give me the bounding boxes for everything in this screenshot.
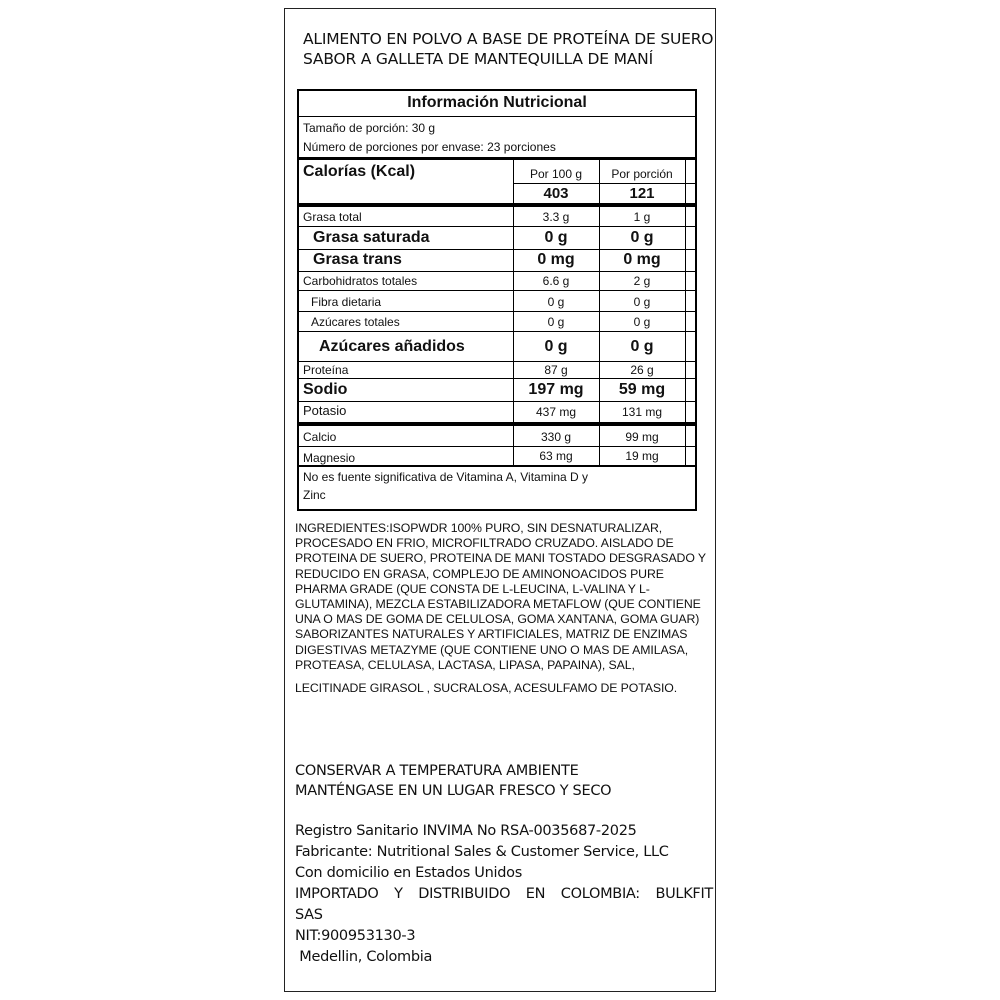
- calories-per-100g: 403: [543, 185, 569, 202]
- product-title: [303, 29, 713, 69]
- nutrient-value-100g: 6.6 g: [542, 274, 570, 288]
- importer-word: Y: [394, 886, 403, 902]
- nutrient-value-100g: 87 g: [544, 363, 568, 377]
- product-label: [284, 8, 716, 992]
- nutrient-value-portion: 0 mg: [623, 251, 661, 268]
- product-title-line-1: ALIMENTO EN POLVO A BASE DE PROTEÍNA DE SUERO: [303, 30, 714, 48]
- nutrient-value-100g: 0 mg: [537, 251, 575, 268]
- nutrient-label: Fibra dietaria: [311, 295, 382, 309]
- nutrition-footnote-line-2: Zinc: [303, 488, 326, 502]
- column-header-per-100g: Por 100 g: [529, 167, 583, 181]
- calories-label: Calorías (Kcal): [303, 163, 416, 180]
- nutrient-label: Potasio: [303, 403, 347, 418]
- nutrient-value-portion: 99 mg: [625, 430, 659, 444]
- importer-word: EN: [525, 886, 546, 902]
- nutrient-value-portion: 19 mg: [625, 449, 659, 463]
- nutrient-label: Grasa trans: [313, 251, 402, 268]
- column-header-per-portion: Por porción: [611, 167, 673, 181]
- nutrient-value-100g: 197 mg: [528, 381, 584, 398]
- ingredients: [295, 521, 711, 696]
- calories-per-portion: 121: [629, 185, 655, 202]
- nutrient-value-100g: 3.3 g: [542, 210, 570, 224]
- domicile: Con domicilio en Estados Unidos: [295, 865, 522, 881]
- ingredients-extra: LECITINADE GIRASOL , SUCRALOSA, ACESULFAMO DE POTASIO.: [295, 681, 678, 696]
- servings-per-container: Número de porciones por envase: 23 porciones: [303, 140, 556, 154]
- nutrient-value-100g: 0 g: [544, 229, 568, 246]
- nutrient-label: Magnesio: [303, 451, 356, 465]
- nutrient-value-portion: 0 g: [630, 229, 654, 246]
- nutrient-value-portion: 1 g: [633, 210, 651, 224]
- manufacturer: Fabricante: Nutritional Sales & Customer Service, LLC: [295, 844, 669, 860]
- serving-size: Tamaño de porción: 30 g: [303, 121, 436, 135]
- storage-line-1: CONSERVAR A TEMPERATURA AMBIENTE: [295, 763, 579, 779]
- storage-instructions: [295, 761, 611, 801]
- nutrition-footnote-line-1: No es fuente significativa de Vitamina A, Vitamina D y: [303, 470, 589, 484]
- importer-word: IMPORTADO: [295, 886, 379, 902]
- nutrient-value-100g: 63 mg: [539, 449, 573, 463]
- importer-continuation: SAS: [295, 907, 323, 923]
- nutrient-value-portion: 2 g: [633, 274, 651, 288]
- importer-word: COLOMBIA:: [560, 886, 640, 902]
- nutrient-label: Azúcares añadidos: [319, 338, 465, 355]
- nutrient-label: Sodio: [303, 381, 348, 398]
- city: Medellin, Colombia: [295, 949, 433, 965]
- nit-number: NIT:900953130-3: [295, 928, 416, 944]
- importer-line: [295, 884, 713, 905]
- ingredients-main: INGREDIENTES:ISOPWDR 100% PURO, SIN DESNATURALIZAR, PROCESADO EN FRIO, MICROFILTRADO CRUZADO. AISLADO DE PROTEINA DE SUERO, PROTEINA DE MANI TOSTADO DESGRASADO Y REDUCIDO EN GRASA, COMPLEJO DE AMINONOACIDOS PURE PHARMA GRADE (QUE CONSTA DE L-LEUCINA, L-VALINA Y L-GLUTAMINA), MEZCLA ESTABILIZADORA METAFLOW (QUE CONTIENE UNA O MAS DE GOMA DE CELULOSA, GOMA XANTANA, GOMA GUAR) SABORIZANTES NATURALES Y ARTIFICIALES, MATRIZ DE ENZIMAS DIGESTIVAS METAZYME (QUE CONTIENE UNO O MAS DE AMILASA, PROTEASA, CELULASA, LACTASA, LIPASA, PAPAINA), SAL,: [295, 521, 706, 672]
- nutrient-label: Grasa total: [303, 210, 362, 224]
- nutrient-label: Azúcares totales: [311, 315, 400, 329]
- nutrient-value-portion: 0 g: [630, 338, 654, 355]
- nutrient-label: Carbohidratos totales: [303, 274, 418, 288]
- nutrient-label: Calcio: [303, 430, 337, 444]
- nutrient-value-portion: 26 g: [630, 363, 654, 377]
- invima-registration: Registro Sanitario INVIMA No RSA-0035687-2025: [295, 823, 637, 839]
- nutrition-facts-table: [297, 89, 697, 511]
- nutrient-value-portion: 59 mg: [618, 381, 666, 398]
- nutrient-label: Proteína: [303, 363, 349, 377]
- storage-line-2: MANTÉNGASE EN UN LUGAR FRESCO Y SECO: [295, 783, 612, 799]
- registration-info: [295, 821, 713, 968]
- nutrient-value-portion: 0 g: [633, 315, 651, 329]
- nutrient-value-100g: 330 g: [540, 430, 572, 444]
- nutrient-value-100g: 0 g: [544, 338, 568, 355]
- importer-word: DISTRIBUIDO: [418, 886, 511, 902]
- importer-word: BULKFIT: [655, 886, 713, 902]
- nutrient-value-100g: 0 g: [547, 315, 565, 329]
- product-title-line-2: SABOR A GALLETA DE MANTEQUILLA DE MANÍ: [303, 50, 653, 68]
- nutrient-value-100g: 0 g: [547, 295, 565, 309]
- nutrient-value-portion: 131 mg: [621, 405, 663, 419]
- nutrient-value-portion: 0 g: [633, 295, 651, 309]
- nutrient-label: Grasa saturada: [313, 229, 430, 246]
- nutrition-heading: Información Nutricional: [407, 94, 587, 111]
- nutrient-value-100g: 437 mg: [535, 405, 577, 419]
